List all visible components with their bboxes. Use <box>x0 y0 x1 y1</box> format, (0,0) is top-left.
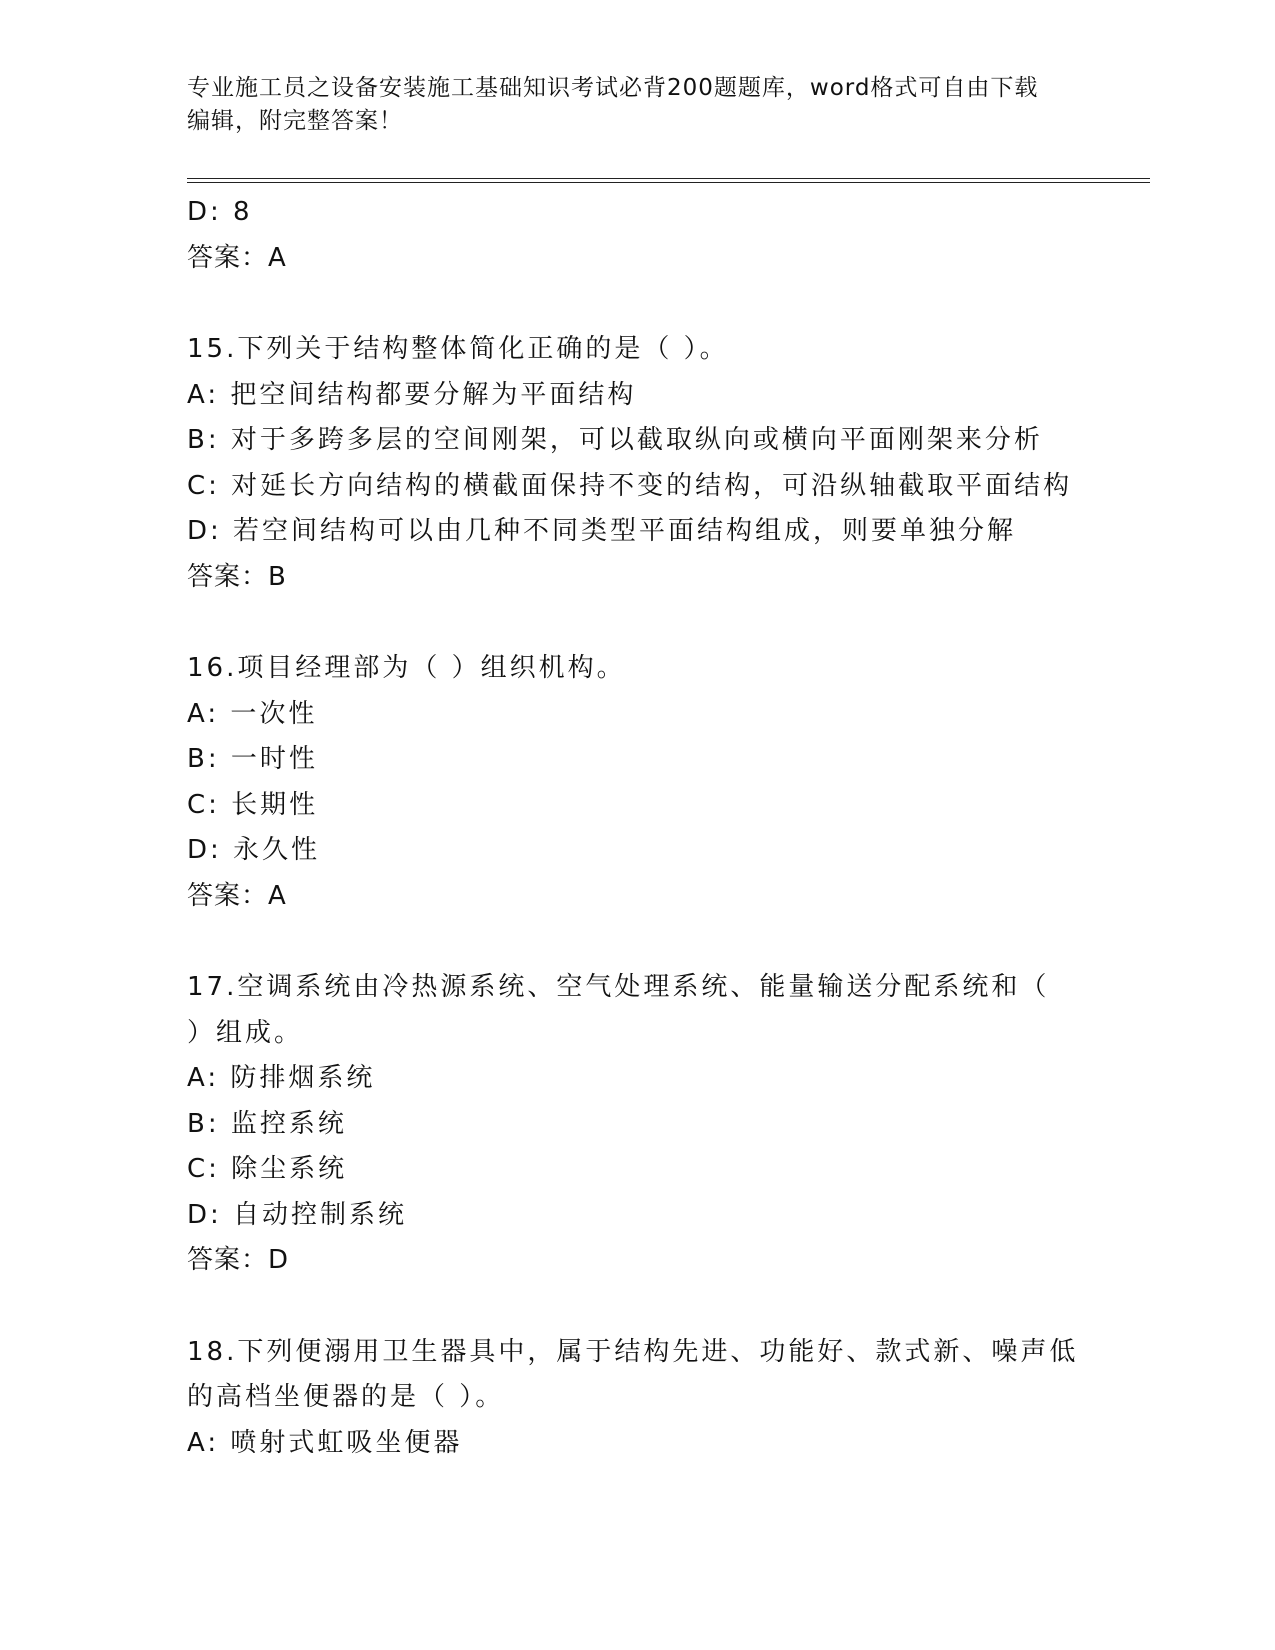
option-d: D: 若空间结构可以由几种不同类型平面结构组成，则要单独分解 <box>187 516 1017 546</box>
option-a: A: 一次性 <box>187 698 318 729</box>
question-stem: 18.下列便溺用卫生器具中，属于结构先进、功能好、款式新、噪声低 <box>187 1336 1079 1367</box>
header-divider <box>187 178 1150 183</box>
question-stem: 17.空调系统由冷热源系统、空气处理系统、能量输送分配系统和（ <box>187 972 1050 1002</box>
page-header <box>187 72 1087 138</box>
spacer <box>187 919 1087 965</box>
spacer <box>187 1284 1087 1330</box>
question-stem-cont: 的高档坐便器的是（ ）。 <box>187 1382 505 1412</box>
document-body <box>187 190 1087 1466</box>
question-16 <box>187 646 1087 919</box>
option-a: A: 防排烟系统 <box>187 1063 376 1093</box>
prev-answer: 答案：A <box>187 242 287 273</box>
question-17 <box>187 965 1087 1284</box>
header-line-2: 编辑，附完整答案！ <box>187 108 403 134</box>
option-b: B: 对于多跨多层的空间刚架，可以截取纵向或横向平面刚架来分析 <box>187 425 1043 455</box>
option-b: B: 一时性 <box>187 744 318 774</box>
answer: 答案：D <box>187 1245 290 1275</box>
spacer <box>187 281 1087 327</box>
option-c: C: 除尘系统 <box>187 1154 348 1184</box>
answer: 答案：A <box>187 880 287 911</box>
question-stem: 16.项目经理部为（ ）组织机构。 <box>187 653 626 683</box>
spacer <box>187 600 1087 646</box>
question-stem: 15.下列关于结构整体简化正确的是（ ）。 <box>187 334 729 364</box>
question-15 <box>187 327 1087 600</box>
answer: 答案：B <box>187 561 287 592</box>
option-d: D: 永久性 <box>187 835 321 865</box>
option-b: B: 监控系统 <box>187 1108 347 1139</box>
prev-option-d: D: 8 <box>187 197 253 227</box>
option-d: D: 自动控制系统 <box>187 1199 408 1230</box>
option-a: A: 喷射式虹吸坐便器 <box>187 1427 463 1458</box>
option-c: C: 对延长方向结构的横截面保持不变的结构，可沿纵轴截取平面结构 <box>187 470 1073 501</box>
option-c: C: 长期性 <box>187 789 319 820</box>
question-18 <box>187 1330 1087 1467</box>
question-stem-cont: ）组成。 <box>187 1017 304 1048</box>
header-line-1: 专业施工员之设备安装施工基础知识考试必背200题题库，word格式可自由下载 <box>187 75 1039 101</box>
option-a: A: 把空间结构都要分解为平面结构 <box>187 379 637 410</box>
